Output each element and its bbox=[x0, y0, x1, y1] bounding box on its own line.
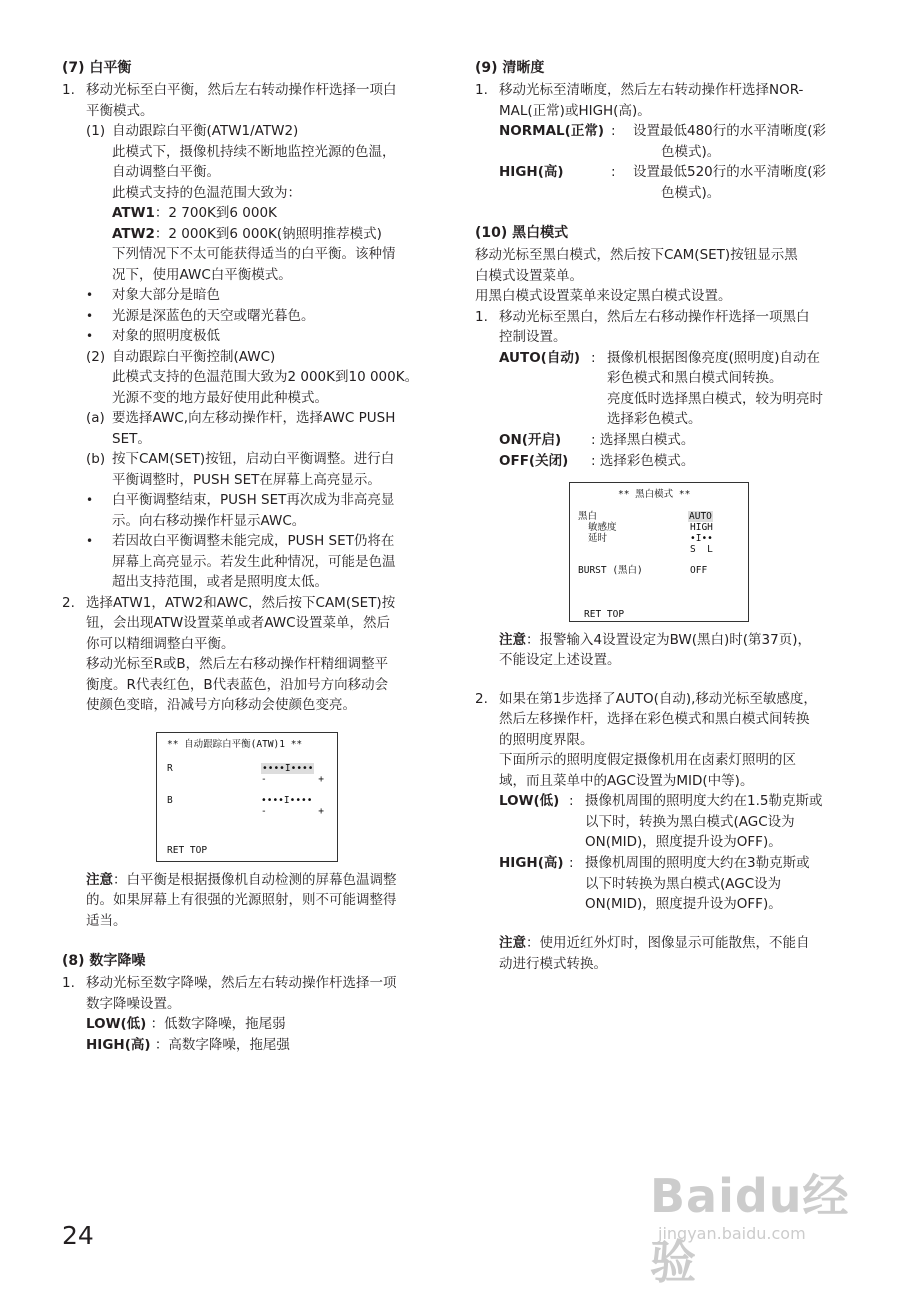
step-number: 1. bbox=[62, 82, 75, 98]
s10-intro: 移动光标至黑白模式，然后按下CAM(SET)按钮显示黑 白模式设置菜单。 用黑白模式设置菜单来设定黑白模式设置。 bbox=[475, 247, 798, 304]
section-7-title: (7) 白平衡 bbox=[62, 60, 132, 76]
watermark-logo: Baidu经验 bbox=[650, 1169, 850, 1289]
low-option: LOW(低) : 摄像机周围的照明度大约在1.5勒克斯或 以下时，转换为黑白模式(AGC设为 ON(MID)，照度提升设为OFF)。 bbox=[499, 793, 823, 850]
s10-step-1: 1. 移动光标至黑白，然后左右移动操作杆选择一项黑白 控制设置。 bbox=[475, 308, 810, 345]
s7-sub-1: (1) 自动跟踪白平衡(ATW1/ATW2) 此模式下，摄像机持续不断地监控光源的色温， 自动调整白平衡。 此模式支持的色温范围大致为： ATW1：2 700K到6 000K ATW2：2 000K到6 000K(钠照明推荐模式) 下列情况下不太可能获得适当的白平衡。该种情 况下，使用AWC白平衡模式。 bbox=[62, 121, 436, 285]
left-column bbox=[62, 56, 436, 1055]
normal-option: NORMAL(正常) : 设置最低480行的水平清晰度(彩 色模式)。 bbox=[499, 123, 827, 160]
atw-menu-screen bbox=[156, 732, 338, 862]
note-3: 注意：使用近红外灯时，图像显示可能散焦，不能自 动进行模式转换。 bbox=[499, 935, 810, 972]
menu1-wrapper bbox=[62, 716, 436, 870]
r-value: ••••I•••• bbox=[262, 762, 314, 774]
bw-menu-screen: ** 黑白模式 ** 黑白 AUTO 敏感度 HIGH 延时 •I•• S L BURST (黑白) OFF RET TOP bbox=[569, 482, 749, 622]
s7-sub-b: (b) 按下CAM(SET)按钮，启动白平衡调整。进行白 平衡调整时，PUSH SET在屏幕上高亮显示。 bbox=[86, 451, 395, 488]
s8-step-1: 1. 移动光标至数字降噪，然后左右转动操作杆选择一项 数字降噪设置。 LOW(低) ：低数字降噪，拖尾弱 HIGH(高) ：高数字降噪，拖尾强 bbox=[62, 975, 397, 1053]
s10-step-2: 2. 如果在第1步选择了AUTO(自动),移动光标至敏感度， 然后左移操作杆，选择在彩色模式和黑白模式间转换 的照明度界限。 下面所示的照明度假定摄像机用在卤素灯照明的区 域，而且菜单中的AGC设置为MID(中等)。 bbox=[475, 690, 817, 789]
s7-sub-a: (a) 要选择AWC,向左移动操作杆，选择AWC PUSH SET。 bbox=[86, 410, 396, 447]
s7-step-2: 2. 选择ATW1，ATW2和AWC，然后按下CAM(SET)按 钮，会出现ATW设置菜单或者AWC设置菜单，然后 你可以精细调整白平衡。 移动光标至R或B，然后左右移动操作杆精细调整平 衡度。R代表红色，B代表蓝色，沿加号方向移动会 使颜色变暗，沿减号方向移动会使颜色变亮。 bbox=[62, 594, 396, 713]
bullet-item: • 对象大部分是暗色 bbox=[86, 287, 220, 303]
watermark-url: jingyan.baidu.com bbox=[658, 1224, 806, 1243]
section-10-title: (10) 黑白模式 bbox=[475, 225, 569, 241]
menu-title: ** 自动跟踪白平衡(ATW)1 ** bbox=[167, 738, 303, 750]
s7-sub-2: (2) 自动跟踪白平衡控制(AWC) 此模式支持的色温范围大致为2 000K到10 000K。 光源不变的地方最好使用此种模式。 bbox=[86, 348, 419, 406]
r-label: R bbox=[167, 762, 173, 774]
note-1: 注意：白平衡是根据摄像机自动检测的屏幕色温调整 的。如果屏幕上有很强的光源照射，则不可能调整得 适当。 bbox=[86, 871, 397, 929]
menu2-wrapper bbox=[475, 472, 847, 630]
menu-title: ** 黑白模式 ** bbox=[618, 488, 691, 500]
atw1-line: ATW1：2 700K到6 000K bbox=[112, 205, 277, 221]
auto-option: AUTO(自动) : 摄像机根据图像亮度(照明度)自动在 彩色模式和黑白模式间转换。 亮度低时选择黑白模式，较为明亮时 选择彩色模式。 bbox=[499, 349, 823, 427]
bullet-item: • 若因故白平衡调整未能完成，PUSH SET仍将在 屏幕上高亮显示。若发生此种情况，可能是色温 超出支持范围，或者是照明度太低。 bbox=[86, 533, 396, 590]
s9-step-1: 1. 移动光标至清晰度，然后左右转动操作杆选择NOR- MAL(正常)或HIGH(高)。 bbox=[475, 82, 804, 119]
right-column bbox=[475, 56, 847, 974]
b-value: ••••I•••• bbox=[261, 794, 313, 806]
menu-footer: RET TOP bbox=[584, 608, 625, 620]
bullet-item: • 光源是深蓝色的天空或曙光暮色。 bbox=[86, 307, 315, 324]
section-8-title: (8) 数字降噪 bbox=[62, 953, 146, 969]
bullet-item: • 对象的照明度极低 bbox=[86, 328, 220, 344]
atw2-line: ATW2：2 000K到6 000K(钠照明推荐模式) bbox=[112, 225, 382, 242]
off-option: OFF(关闭) : 选择彩色模式。 bbox=[499, 452, 695, 469]
b-scale: - + bbox=[261, 805, 324, 817]
menu-footer: RET TOP bbox=[167, 844, 208, 856]
s7-step-1: 1. 移动光标至白平衡，然后左右转动操作杆选择一项白 平衡模式。 bbox=[62, 82, 397, 119]
high-option: HIGH(高) : 设置最低520行的水平清晰度(彩 色模式)。 bbox=[499, 164, 827, 201]
watermark bbox=[650, 1160, 880, 1289]
bullet-item: • 白平衡调整结束，PUSH SET再次成为非高亮显 示。向右移动操作杆显示AWC。 bbox=[86, 492, 395, 529]
r-scale: - + bbox=[261, 773, 324, 785]
section-9-title: (9) 清晰度 bbox=[475, 60, 545, 76]
b-label: B bbox=[167, 794, 173, 806]
on-option: ON(开启) : 选择黑白模式。 bbox=[499, 431, 695, 448]
note-2: 注意：报警输入4设置设定为BW(黑白)时(第37页)， 不能设定上述设置。 bbox=[499, 631, 811, 668]
page-number: 24 bbox=[62, 1221, 94, 1250]
high2-option: HIGH(高) : 摄像机周围的照明度大约在3勒克斯或 以下时转换为黑白模式(AGC设为 ON(MID)，照度提升设为OFF)。 bbox=[499, 855, 810, 912]
